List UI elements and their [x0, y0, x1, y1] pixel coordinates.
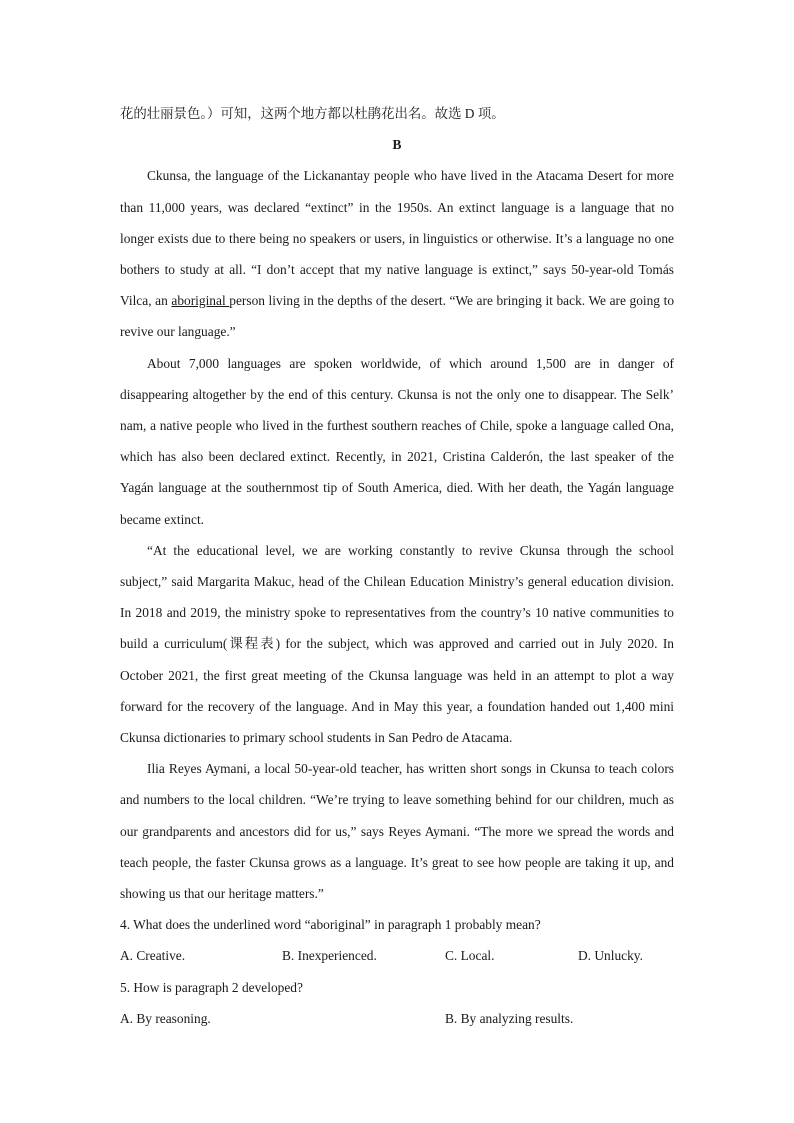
p1-text-after: person living in the depths of the desert. “We are bringing it back. We are going to revive our language.”: [120, 293, 675, 340]
passage-paragraph-4: Ilia Reyes Aymani, a local 50-year-old teacher, has written short songs in Ckunsa to teach colors and numbers to the local children. “We’re trying to leave something behind for our children, much as our grandparents and ancestors did for us,” says Reyes Aymani. “The more we spread the words and teach people, the faster Ckunsa grows as a language. It’s great to see how people are taking it up, and showing us that our heritage matters.”: [120, 761, 674, 902]
q4-option-a: A. Creative.: [120, 948, 186, 964]
q4-option-c: C. Local.: [445, 948, 495, 964]
question-5: 5. How is paragraph 2 developed?: [120, 979, 303, 995]
section-heading: B: [392, 137, 402, 153]
passage-paragraph-3: “At the educational level, we are working constantly to revive Ckunsa through the school subject,” said Margarita Makuc, head of the Chilean Education Ministry’s general education division. In 2018 and 2019, the ministry spoke to representatives from the country’s 10 native communities to build a curriculum(课程表) for the subject, which was approved and carried out in July 2020. In October 2021, the first great meeting of the Ckunsa language was held in an attempt to plot a way forward for the recovery of the language. And in May this year, a foundation handed out 1,400 mini Ckunsa dictionaries to primary school students in San Pedro de Atacama.: [120, 542, 674, 746]
underlined-word: aboriginal: [171, 293, 230, 309]
document-page: [120, 98, 674, 1034]
q4-option-b: B. Inexperienced.: [282, 948, 377, 964]
q5-option-a: A. By reasoning.: [120, 1010, 211, 1026]
question-4: 4. What does the underlined word “aboriginal” in paragraph 1 probably mean?: [120, 917, 541, 933]
passage-paragraph-2: About 7,000 languages are spoken worldwide, of which around 1,500 are in danger of disappearing altogether by the end of this century. Ckunsa is not the only one to disappear. The Selk’ nam, a native people who lived in the furthest southern reaches of Chile, spoke a language called Ona, which has also been declared extinct. Recently, in 2021, Cristina Calderón, the last speaker of the Yagán language at the southernmost tip of South America, died. With her death, the Yagán language became extinct.: [120, 355, 674, 527]
q4-option-d: D. Unlucky.: [578, 948, 643, 964]
question-5-options: [120, 1003, 674, 1034]
question-4-options: [120, 940, 674, 971]
p1-text-before: Ckunsa, the language of the Lickanantay people who have lived in the Atacama Desert for more than 11,000 years, was declared “extinct” in the 1950s. An extinct language is a language that no longer exists due to there being no speakers or users, in linguistics or otherwise. It’s a language no one bothers to study at all. “I don’t accept that my native language is extinct,” says 50-year-old Tomás Vilca, an: [120, 168, 674, 309]
passage-paragraph-1: [120, 160, 674, 347]
answer-explanation-tail: 花的壮丽景色。）可知，这两个地方都以杜鹃花出名。故选 D 项。: [120, 106, 505, 121]
q5-option-b: B. By analyzing results.: [445, 1010, 574, 1026]
